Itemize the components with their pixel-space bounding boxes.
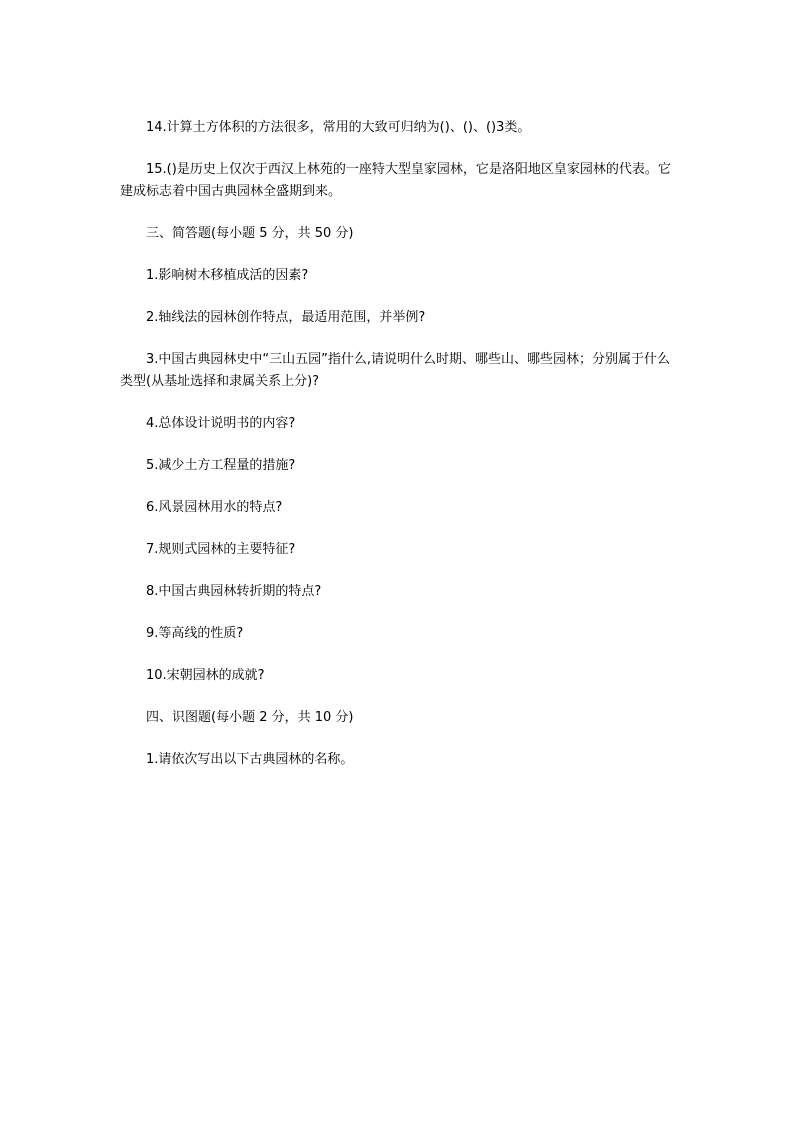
short-answer-3: 3.中国古典园林史中“三山五园”指什么,请说明什么时期、哪些山、哪些园林；分别属于什么类型(从基址选择和隶属关系上分)?: [120, 352, 671, 389]
short-answer-9: 9.等高线的性质?: [146, 626, 244, 641]
short-answer-8: 8.中国古典园林转折期的特点?: [146, 584, 322, 599]
section-heading-short-answer: 三、简答题(每小题 5 分，共 50 分): [146, 226, 354, 241]
short-answer-4: 4.总体设计说明书的内容?: [146, 416, 296, 431]
document-body: [120, 117, 676, 791]
question-15: 15.()是历史上仅次于西汉上林苑的一座特大型皇家园林，它是洛阳地区皇家园林的代表。它建成标志着中国古典园林全盛期到来。: [120, 162, 671, 199]
short-answer-10: 10.宋朝园林的成就?: [146, 668, 265, 683]
short-answer-7: 7.规则式园林的主要特征?: [146, 542, 296, 557]
short-answer-2: 2.轴线法的园林创作特点，最适用范围，并举例?: [146, 310, 426, 325]
short-answer-5: 5.减少土方工程量的措施?: [146, 458, 296, 473]
section-heading-diagram: 四、识图题(每小题 2 分，共 10 分): [146, 710, 354, 725]
question-14: 14.计算土方体积的方法很多，常用的大致可归纳为()、()、()3类。: [146, 120, 531, 135]
short-answer-6: 6.风景园林用水的特点?: [146, 500, 283, 515]
diagram-question-1: 1.请依次写出以下古典园林的名称。: [146, 752, 354, 767]
short-answer-1: 1.影响树木移植成活的因素?: [146, 268, 309, 283]
